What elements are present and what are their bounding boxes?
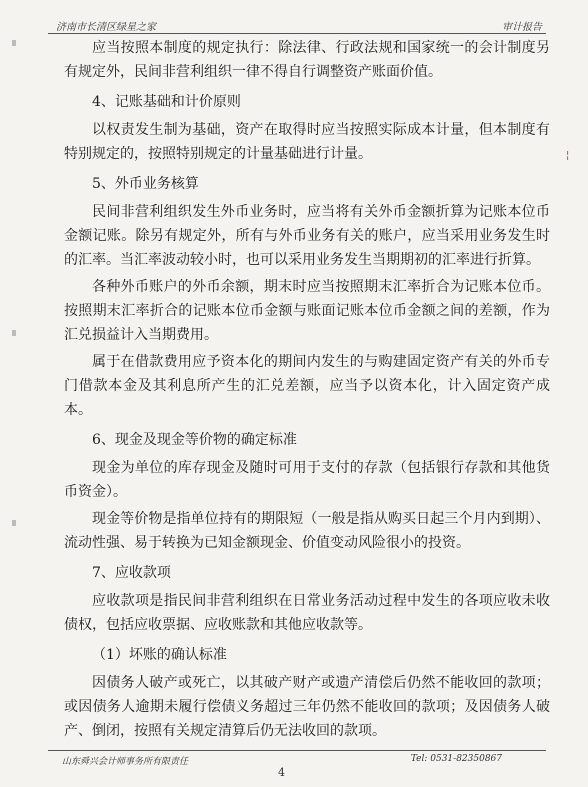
footer-firm-name: 山东舜兴会计师事务所有限责任 [62, 757, 189, 767]
paragraph: 以权责发生制为基础，资产在取得时应当按照实际成本计量，但本制度有特别规定的，按照特别规定的计量基础进行计量。 [64, 122, 550, 162]
binding-hole [12, 40, 16, 46]
section-heading: 6、现金及现金等价物的确定标准 [92, 432, 297, 448]
section-heading: 4、记账基础和计价原则 [92, 94, 241, 110]
footer-rule [48, 750, 546, 751]
paragraph: 应收款项是指民间非营利组织在日常业务活动过程中发生的各项应收未收债权，包括应收票据、应收账款和其他应收款等。 [64, 593, 550, 633]
header-report-type: 审计报告 [502, 22, 542, 33]
page-number: 4 [278, 766, 285, 779]
page-header [48, 12, 546, 34]
paragraph: 应当按照本制度的规定执行：除法律、行政法规和国家统一的会计制度另有规定外，民间非营利组织一律不得自行调整资产账面价值。 [64, 40, 550, 80]
footer-phone: Tel: 0531-82350867 [410, 754, 502, 764]
paragraph: 现金为单位的库存现金及随时可用于支付的存款（包括银行存款和其他货币资金）。 [64, 460, 550, 500]
subsection-heading: （1）坏账的确认标准 [92, 647, 227, 663]
section-heading: 7、应收款项 [92, 565, 171, 581]
header-rule [48, 33, 546, 34]
paragraph: 属于在借款费用应予资本化的期间内发生的与购建固定资产有关的外币专门借款本金及其利息所产生的汇兑差额，应当予以资本化，计入固定资产成本。 [64, 354, 550, 418]
paragraph: 现金等价物是指单位持有的期限短（一般是指从购买日起三个月内到期）、流动性强、易于转换为已知金额现金、价值变动风险很小的投资。 [64, 511, 550, 551]
paragraph: 民间非营利组织发生外币业务时，应当将有关外币金额折算为记账本位币金额记账。除另有规定外，所有与外币业务有关的账户，应当采用业务发生时的汇率。当汇率波动较小时，也可以采用业务发生当期期初的汇率进行折算。 [64, 204, 550, 268]
document-body [64, 36, 550, 743]
binding-hole [12, 330, 16, 336]
page-footer [48, 750, 546, 780]
paragraph: 各种外币账户的外币余额，期末时应当按照期末汇率折合为记账本位币。按照期末汇率折合的记账本位币金额与账面记账本位币金额之间的差额，作为汇兑损益计入当期费用。 [64, 279, 550, 343]
section-heading: 5、外币业务核算 [92, 176, 199, 192]
header-org-name: 济南市长清区绿星之家 [56, 22, 156, 33]
binding-hole [12, 520, 16, 526]
margin-mark: ¦ [566, 150, 570, 161]
paragraph: 因债务人破产或死亡，以其破产财产或遗产清偿后仍然不能收回的款项；或因债务人逾期未履行偿债义务超过三年仍然不能收回的款项；及因债务人破产、倒闭，按照有关规定清算后仍无法收回的款项。 [64, 675, 550, 739]
